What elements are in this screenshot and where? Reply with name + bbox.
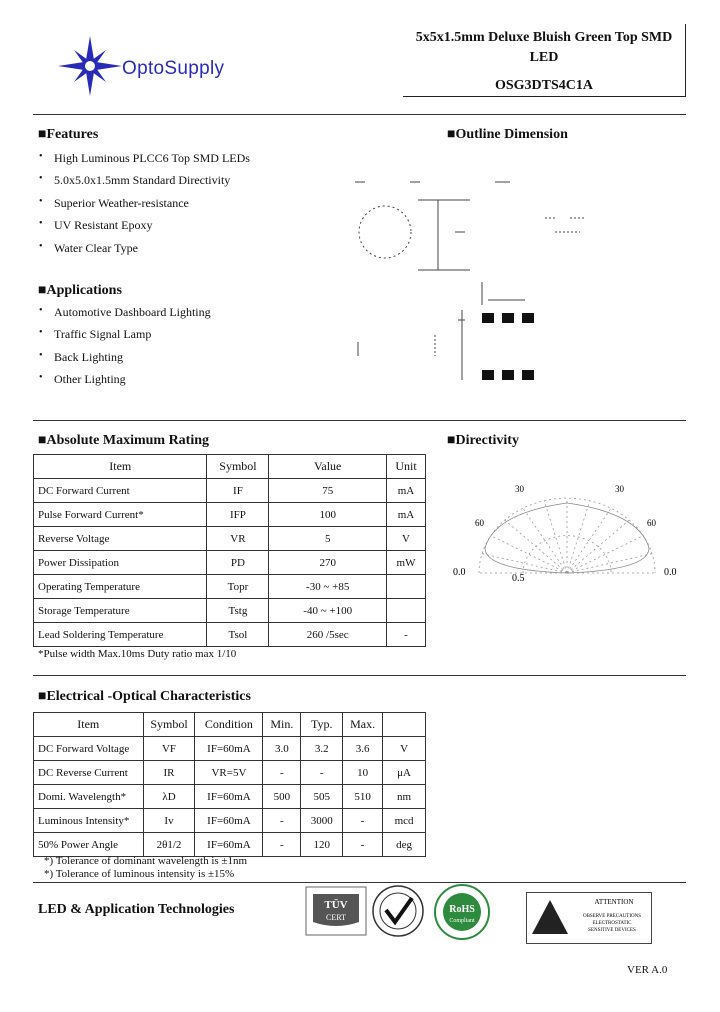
list-item: • High Luminous PLCC6 Top SMD LEDs — [34, 151, 394, 173]
section-divider — [33, 675, 686, 676]
polar-grid-ray — [482, 554, 567, 573]
abs-max-table — [33, 454, 426, 647]
cell: Tstg — [207, 599, 269, 623]
cell: VF — [143, 737, 195, 761]
col-symbol: Symbol — [207, 455, 269, 479]
angle-label-60-right: 60 — [647, 518, 656, 528]
cell: - — [343, 833, 383, 857]
rohs-sub-label: Compliant — [449, 918, 475, 924]
cell: VR=5V — [195, 761, 263, 785]
axis-label-right: 0.0 — [664, 567, 677, 578]
polar-grid-ray — [567, 536, 643, 573]
angle-label-30-left: 30 — [515, 484, 524, 494]
tuv-label: TÜV — [324, 899, 348, 911]
cell: Tsol — [207, 623, 269, 647]
eo-heading: ■Electrical -Optical Characteristics — [38, 689, 251, 704]
col-unit — [383, 713, 426, 737]
cell: PD — [207, 551, 269, 575]
certified-company-badge-icon — [370, 884, 426, 938]
list-item: • Traffic Signal Lamp — [34, 327, 394, 349]
list-item: • Superior Weather-resistance — [34, 196, 394, 218]
table-row — [34, 761, 426, 785]
cell: V — [387, 527, 426, 551]
directivity-polar-chart — [445, 478, 690, 588]
cell: 510 — [343, 785, 383, 809]
list-item: • Automotive Dashboard Lighting — [34, 305, 394, 327]
list-item: • Water Clear Type — [34, 241, 394, 263]
cell: 260 /5sec — [269, 623, 387, 647]
angle-label-30-right: 30 — [615, 484, 624, 494]
cell: Operating Temperature — [34, 575, 207, 599]
cell: 10 — [343, 761, 383, 785]
table-row — [34, 527, 426, 551]
cell: 75 — [269, 479, 387, 503]
cell: Pulse Forward Current* — [34, 503, 207, 527]
list-item: • 5.0x5.0x1.5mm Standard Directivity — [34, 173, 394, 195]
attention-label: ATTENTION — [594, 898, 634, 906]
outline-dimension-drawing — [340, 170, 690, 390]
table-row — [34, 599, 426, 623]
col-value: Value — [269, 455, 387, 479]
esd-line: ELECTROSTATIC — [592, 921, 632, 926]
col-condition: Condition — [195, 713, 263, 737]
cell: IF=60mA — [195, 737, 263, 761]
cell: Topr — [207, 575, 269, 599]
cell: deg — [383, 833, 426, 857]
cell: 3.2 — [301, 737, 343, 761]
version-label: VER A.0 — [627, 964, 668, 976]
cell: IFP — [207, 503, 269, 527]
table-row — [34, 575, 426, 599]
cell: 50% Power Angle — [34, 833, 144, 857]
cell: - — [263, 809, 301, 833]
axis-label-mid: 0.5 — [512, 573, 525, 584]
cell: - — [301, 761, 343, 785]
cell: - — [387, 623, 426, 647]
cell: mW — [387, 551, 426, 575]
list-item: • Other Lighting — [34, 372, 394, 394]
col-min: Min. — [263, 713, 301, 737]
cell: 505 — [301, 785, 343, 809]
cell — [387, 575, 426, 599]
cell: Reverse Voltage — [34, 527, 207, 551]
cell: -40 ~ +100 — [269, 599, 387, 623]
table-header-row — [34, 455, 426, 479]
cell: V — [383, 737, 426, 761]
cell: 100 — [269, 503, 387, 527]
esd-attention-label-icon — [526, 892, 652, 944]
cell: VR — [207, 527, 269, 551]
abs-max-heading: ■Absolute Maximum Rating — [38, 433, 210, 448]
col-unit: Unit — [387, 455, 426, 479]
cell: nm — [383, 785, 426, 809]
product-title-line2: LED — [529, 50, 559, 65]
cell: mA — [387, 503, 426, 527]
polar-grid-ray — [491, 536, 567, 573]
cell: mcd — [383, 809, 426, 833]
cell: IF=60mA — [195, 833, 263, 857]
cell: - — [263, 833, 301, 857]
company-name: LED & Application Technologies — [38, 902, 235, 917]
section-divider — [33, 420, 686, 421]
tuv-cert-badge-icon — [305, 886, 367, 936]
polar-grid-ray — [567, 554, 652, 573]
cell: 3000 — [301, 809, 343, 833]
table-row — [34, 785, 426, 809]
cell: IR — [143, 761, 195, 785]
cell: IF=60mA — [195, 785, 263, 809]
cell — [387, 599, 426, 623]
brand-logo-star-icon — [56, 34, 128, 100]
cert-label: CERT — [326, 913, 346, 922]
cell: 3.0 — [263, 737, 301, 761]
angle-label-60-left: 60 — [475, 518, 484, 528]
cell: Iv — [143, 809, 195, 833]
cell: 5 — [269, 527, 387, 551]
cell: - — [343, 809, 383, 833]
table-row — [34, 479, 426, 503]
cell: 120 — [301, 833, 343, 857]
esd-line: OBSERVE PRECAUTIONS — [582, 914, 642, 919]
table-row — [34, 809, 426, 833]
cell: -30 ~ +85 — [269, 575, 387, 599]
applications-heading: ■Applications — [38, 283, 122, 298]
part-number: OSG3DTS4C1A — [494, 78, 594, 93]
eo-note-2: *) Tolerance of luminous intensity is ±15% — [44, 868, 235, 880]
col-symbol: Symbol — [143, 713, 195, 737]
cell: 500 — [263, 785, 301, 809]
abs-max-note: *Pulse width Max.10ms Duty ratio max 1/10 — [38, 648, 237, 660]
rohs-compliant-badge-icon — [432, 884, 492, 940]
cell: 3.6 — [343, 737, 383, 761]
cell: mA — [387, 479, 426, 503]
esd-line: SENSITIVE DEVICES — [588, 928, 636, 933]
eo-table — [33, 712, 426, 857]
list-item: • Back Lighting — [34, 350, 394, 372]
col-item: Item — [34, 713, 144, 737]
header-divider — [33, 114, 686, 115]
table-header-row — [34, 713, 426, 737]
cell: DC Reverse Current — [34, 761, 144, 785]
cell: Domi. Wavelength* — [34, 785, 144, 809]
directivity-heading: ■Directivity — [447, 433, 519, 448]
axis-label-left: 0.0 — [453, 567, 466, 578]
footer-divider — [33, 882, 686, 883]
table-row — [34, 833, 426, 857]
col-item: Item — [34, 455, 207, 479]
cell: 2θ1/2 — [143, 833, 195, 857]
cell: IF — [207, 479, 269, 503]
brand-name: OptoSupply — [122, 58, 225, 79]
cell: λD — [143, 785, 195, 809]
product-title: 5x5x1.5mm Deluxe Bluish Green Top SMD — [415, 30, 673, 45]
rohs-label: RoHS — [449, 904, 475, 915]
polar-grid-ray — [567, 520, 629, 573]
outline-heading: ■Outline Dimension — [447, 127, 568, 142]
table-row — [34, 737, 426, 761]
col-typ: Typ. — [301, 713, 343, 737]
cell: DC Forward Voltage — [34, 737, 144, 761]
table-row — [34, 623, 426, 647]
cell: Storage Temperature — [34, 599, 207, 623]
eo-note-1: *) Tolerance of dominant wavelength is ±1nm — [44, 855, 248, 867]
cell: μA — [383, 761, 426, 785]
polar-grid-ray — [544, 501, 567, 573]
cell: 270 — [269, 551, 387, 575]
cell: DC Forward Current — [34, 479, 207, 503]
table-row — [34, 503, 426, 527]
table-row — [34, 551, 426, 575]
features-heading: ■Features — [38, 127, 99, 142]
col-max: Max. — [343, 713, 383, 737]
cell: Luminous Intensity* — [34, 809, 144, 833]
cell: IF=60mA — [195, 809, 263, 833]
cell: - — [263, 761, 301, 785]
list-item: • UV Resistant Epoxy — [34, 218, 394, 240]
cell: Lead Soldering Temperature — [34, 623, 207, 647]
cell: Power Dissipation — [34, 551, 207, 575]
